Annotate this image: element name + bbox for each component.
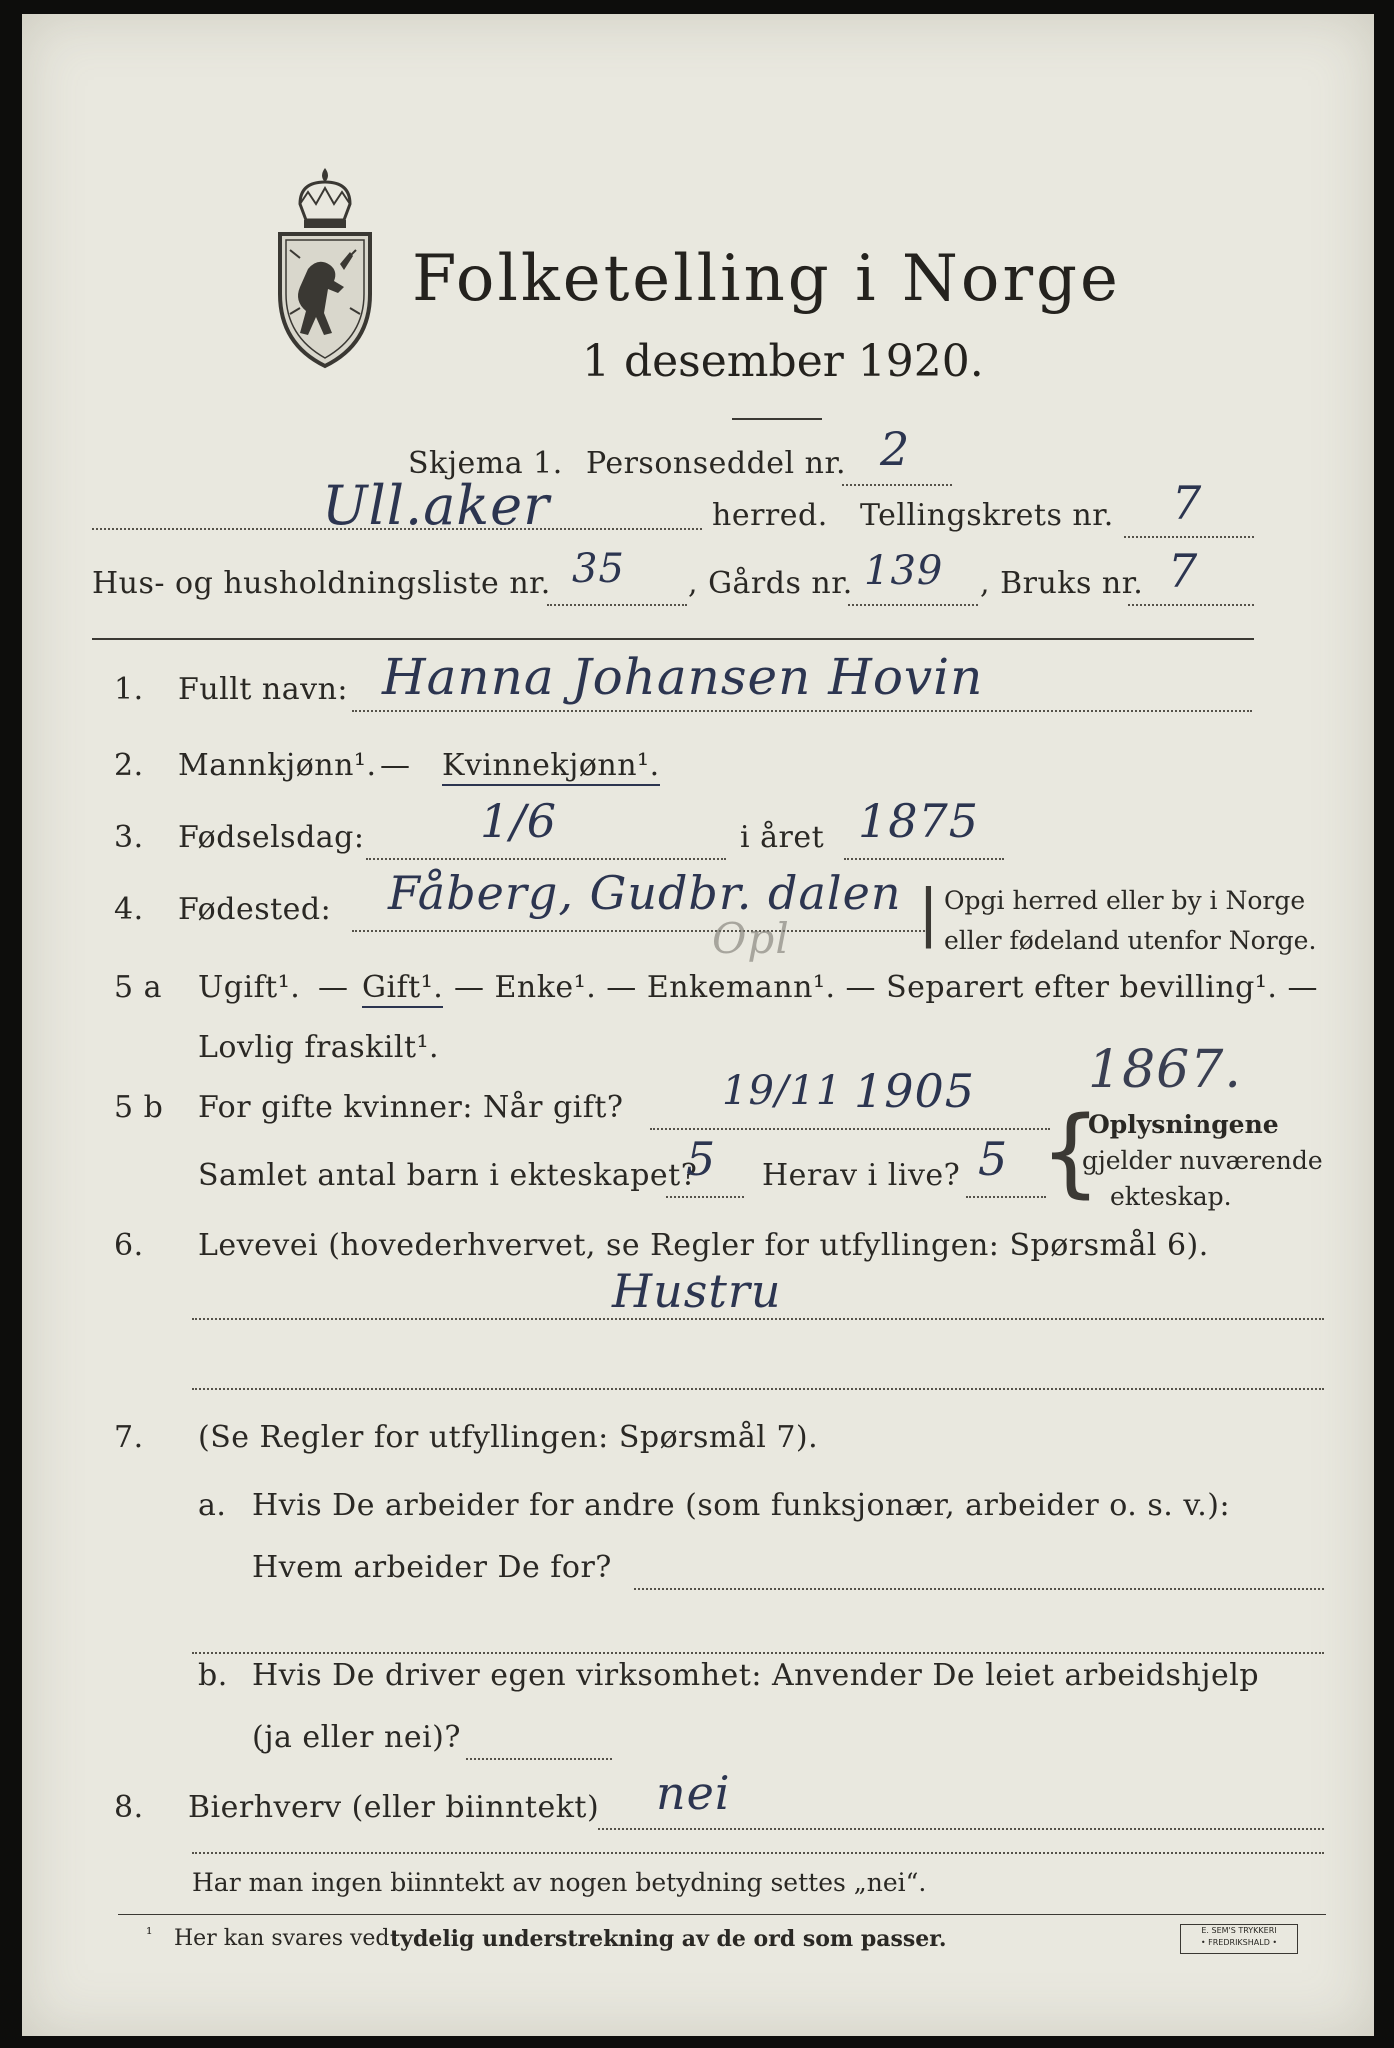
- herred-label: herred.: [712, 498, 828, 533]
- birthplace-field[interactable]: [352, 930, 928, 932]
- hus-field[interactable]: [547, 604, 687, 606]
- q5b-note-line2: gjelder nuværende: [1082, 1146, 1323, 1175]
- q5b-brace: {: [1040, 1096, 1102, 1208]
- full-name-field[interactable]: [352, 710, 1252, 712]
- title-divider: [732, 418, 822, 420]
- gards-label: , Gårds nr.: [688, 566, 853, 601]
- q4-brace: |: [918, 876, 939, 949]
- personseddel-label: Personseddel nr.: [586, 446, 847, 481]
- side-income-field[interactable]: [598, 1828, 1324, 1830]
- status-fraskilt-option[interactable]: Lovlig fraskilt¹.: [198, 1030, 440, 1065]
- q7a-line1: Hvis De arbeider for andre (som funksjonær, arbeider o. s. v.):: [252, 1488, 1231, 1523]
- q5b-note-line1: Oplysningene: [1088, 1110, 1279, 1139]
- printer-line2: • FREDRIKSHALD •: [1200, 1938, 1278, 1947]
- skjema-label: Skjema 1.: [408, 446, 563, 481]
- q2-separator: —: [380, 748, 411, 783]
- marriage-day-value: 19/11: [722, 1068, 843, 1114]
- birth-year-field[interactable]: [844, 858, 1004, 860]
- gender-male-option[interactable]: Mannkjønn¹.: [178, 748, 377, 783]
- census-date: 1 desember 1920.: [582, 336, 984, 387]
- q2-number: 2.: [114, 748, 144, 783]
- side-income-value: nei: [656, 1766, 731, 1820]
- children-label: Samlet antal barn i ekteskapet?: [198, 1158, 698, 1193]
- q1-number: 1.: [114, 672, 144, 707]
- q7-label: (Se Regler for utfyllingen: Spørsmål 7).: [198, 1420, 819, 1455]
- q6-label: Levevei (hovederhvervet, se Regler for utfyllingen: Spørsmål 6).: [198, 1228, 1209, 1263]
- q5b-note-line3: ekteskap.: [1110, 1182, 1232, 1211]
- occupation-field[interactable]: [192, 1318, 1324, 1320]
- q5b-number: 5 b: [114, 1090, 164, 1125]
- hired-help-field[interactable]: [466, 1758, 612, 1760]
- personseddel-field[interactable]: [842, 484, 952, 486]
- gards-field[interactable]: [848, 604, 978, 606]
- hus-value: 35: [572, 546, 625, 592]
- children-field[interactable]: [666, 1196, 744, 1198]
- personseddel-value: 2: [880, 422, 911, 476]
- q7-number: 7.: [114, 1420, 144, 1455]
- q7b-line1: Hvis De driver egen virksomhet: Anvender De leiet arbeidshjelp: [252, 1658, 1260, 1693]
- printer-mark: [1180, 1924, 1298, 1954]
- birth-year-value: 1875: [858, 794, 980, 848]
- footer-note: Har man ingen biinntekt av nogen betydning settes „nei“.: [192, 1868, 927, 1897]
- bruks-label: , Bruks nr.: [980, 566, 1144, 601]
- q5b-label: For gifte kvinner: Når gift?: [198, 1090, 624, 1125]
- printer-line1: E. SEM'S TRYKKERI: [1201, 1926, 1277, 1935]
- marriage-year-value: 1905: [854, 1064, 976, 1118]
- birthplace-value: Fåberg, Gudbr. dalen: [388, 866, 902, 920]
- bruks-value: 7: [1168, 544, 1199, 598]
- birthplace-stamp: Opl: [712, 914, 790, 963]
- q6-number: 6.: [114, 1228, 144, 1263]
- hus-label: Hus- og husholdningsliste nr.: [92, 566, 551, 601]
- q7a-letter: a.: [198, 1488, 227, 1523]
- q7b-line2: (ja eller nei)?: [252, 1720, 461, 1755]
- q4-note-line2: eller fødeland utenfor Norge.: [944, 926, 1317, 955]
- q3-number: 3.: [114, 820, 144, 855]
- occupation-field-2[interactable]: [192, 1388, 1324, 1390]
- gards-value: 139: [864, 548, 944, 594]
- q8-label: Bierhverv (eller biinntekt): [188, 1790, 600, 1825]
- marriage-date-field[interactable]: [650, 1128, 1050, 1130]
- tellingskrets-label: Tellingskrets nr.: [860, 498, 1114, 533]
- q7a-line2: Hvem arbeider De for?: [252, 1550, 612, 1585]
- census-form: [22, 14, 1374, 2036]
- status-other-options[interactable]: — Enke¹. — Enkemann¹. — Separert efter bevilling¹. —: [454, 970, 1318, 1005]
- occupation-value: Hustru: [612, 1264, 782, 1318]
- status-ugift-option[interactable]: Ugift¹.: [198, 970, 301, 1005]
- coat-of-arms-icon: [270, 164, 380, 374]
- status-gift-option[interactable]: Gift¹.: [362, 970, 443, 1008]
- q8-number: 8.: [114, 1790, 144, 1825]
- footnote-text-a: Her kan svares ved: [174, 1926, 390, 1951]
- q5a-dash: —: [318, 970, 349, 1005]
- employer-field-2[interactable]: [192, 1652, 1324, 1654]
- alive-field[interactable]: [966, 1196, 1046, 1198]
- q4-note-line1: Opgi herred eller by i Norge: [944, 886, 1306, 915]
- birthday-value: 1/6: [480, 794, 558, 848]
- bruks-field[interactable]: [1128, 604, 1254, 606]
- alive-label: Herav i live?: [762, 1158, 961, 1193]
- full-name-value: Hanna Johansen Hovin: [382, 648, 984, 706]
- header-divider: [92, 638, 1254, 640]
- birth-year-label: i året: [740, 820, 825, 855]
- gender-female-option[interactable]: Kvinnekjønn¹.: [442, 748, 660, 786]
- q3-label: Fødselsdag:: [178, 820, 365, 855]
- q5a-number: 5 a: [114, 970, 163, 1005]
- extra-year-note: 1867.: [1088, 1040, 1242, 1100]
- employer-field[interactable]: [634, 1588, 1324, 1590]
- q1-label: Fullt navn:: [178, 672, 349, 707]
- tellingskrets-field[interactable]: [1124, 536, 1254, 538]
- q4-label: Fødested:: [178, 892, 332, 927]
- q4-number: 4.: [114, 892, 144, 927]
- tellingskrets-value: 7: [1172, 476, 1203, 530]
- form-title: Folketelling i Norge: [412, 242, 1121, 316]
- side-income-field-2[interactable]: [192, 1852, 1324, 1854]
- footnote-text-b: tydelig understrekning av de ord som passer.: [390, 1926, 947, 1952]
- q7b-letter: b.: [198, 1658, 228, 1693]
- birthday-field[interactable]: [366, 858, 726, 860]
- footer-divider: [118, 1914, 1326, 1915]
- alive-value: 5: [978, 1132, 1009, 1186]
- footnote-mark: ¹: [146, 1924, 153, 1943]
- children-value: 5: [686, 1132, 717, 1186]
- herred-value: Ull.aker: [322, 474, 550, 537]
